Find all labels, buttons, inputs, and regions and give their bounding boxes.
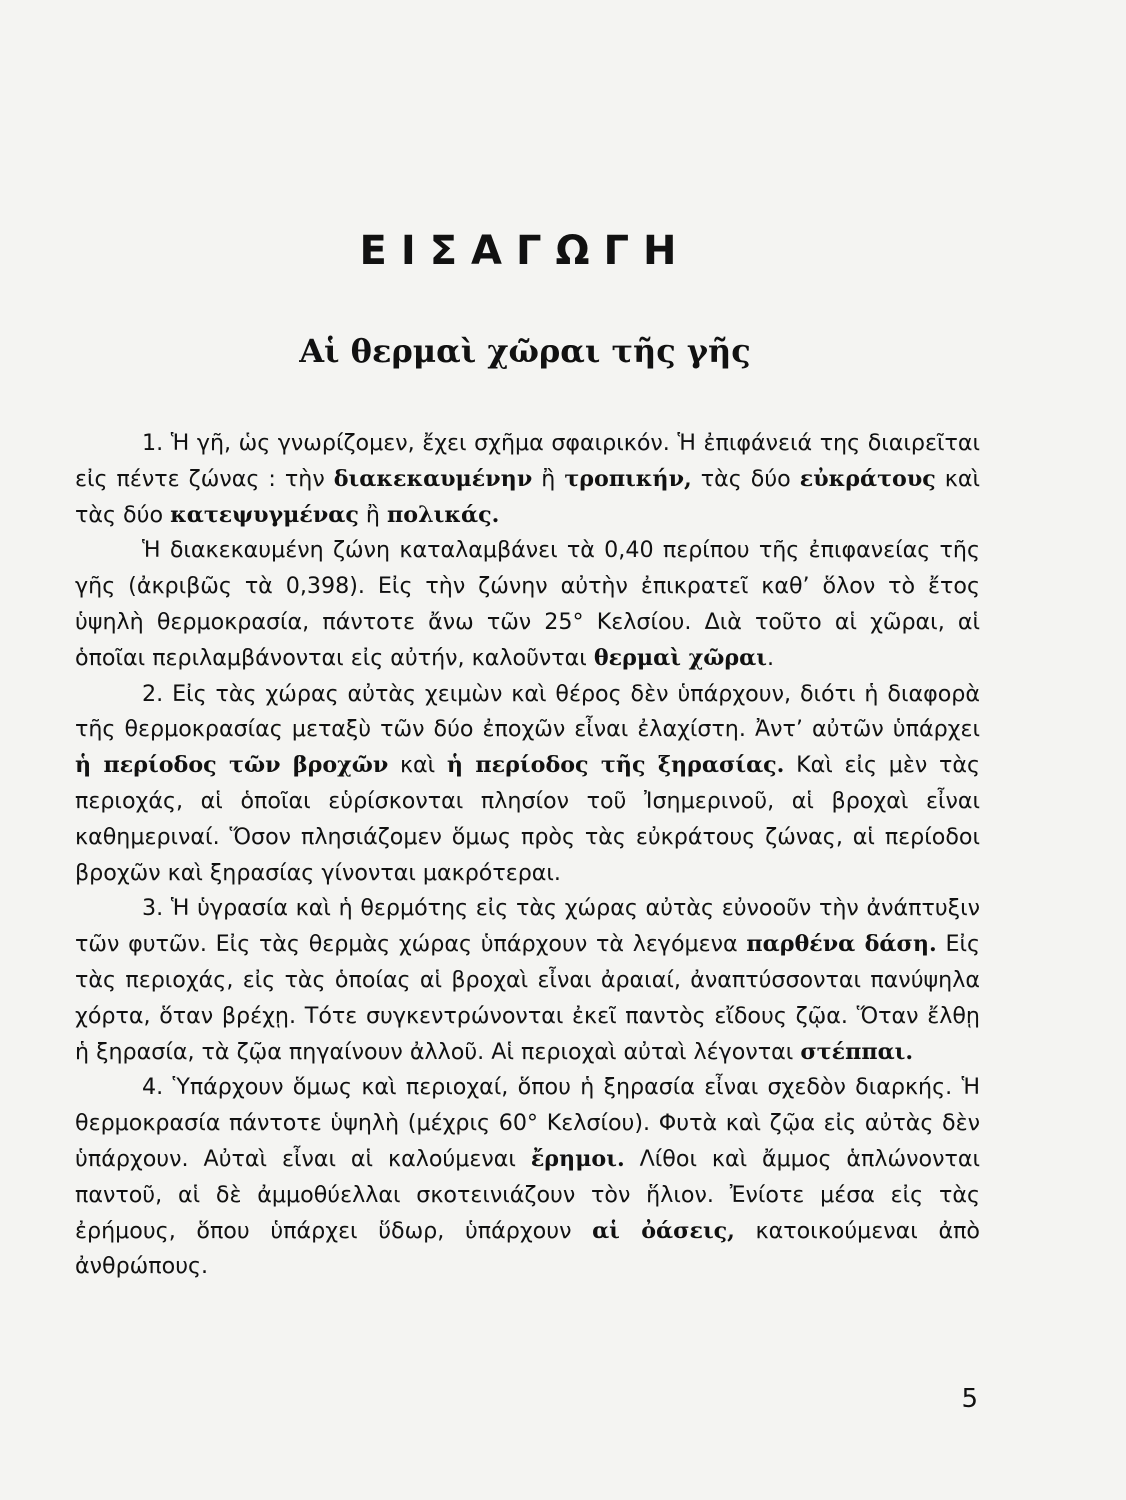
emphasis: αἱ ὀάσεις,: [592, 1217, 735, 1244]
section-title: Αἱ θερμαὶ χῶραι τῆς γῆς: [299, 332, 751, 370]
emphasis: παρθένα δάση.: [746, 931, 937, 958]
text-run: Εἰς τὰς περιοχάς, εἰς τὰς ὁποίας αἱ βροχαὶ εἶναι ἀραιαί, ἀναπτύσσονται πανύψηλα χόρτα, ὅταν βρέχῃ. Τότε συγκεντρώνονται ἐκεῖ παντὸς εἴδους ζῷα. Ὅταν ἔλθῃ ἡ ξηρασία, τὰ ζῷα πηγαίνουν ἀλλοῦ. Αἱ περιοχαὶ αὐταὶ λέγονται: [75, 931, 981, 1065]
emphasis: πολικάς.: [387, 501, 500, 528]
emphasis: εὐκράτους: [799, 465, 936, 492]
emphasis: τροπικήν,: [564, 465, 692, 492]
page-number: 5: [961, 1384, 978, 1414]
emphasis: ἡ περίοδος τῶν βροχῶν: [75, 752, 389, 779]
text-run: τὰς δύο: [691, 465, 800, 492]
chapter-heading: ΕΙΣΑΓΩΓΗ: [359, 228, 691, 274]
text-run: 3. Ἡ ὑγρασία καὶ ἡ θερμότης εἰς τὰς χώρας αὐτὰς εὐνοοῦν τὴν ἀνάπτυξιν τῶν φυτῶν. Εἰς τὰς θερμὰς χώρας ὑπάρχουν τὰ λεγόμενα: [75, 895, 980, 958]
paragraph-1: [75, 426, 980, 533]
text-run: καὶ τὰς δύο: [75, 465, 980, 528]
text-run: 2. Εἰς τὰς χώρας αὐτὰς χειμὼν καὶ θέρος δὲν ὑπάρχουν, διότι ἡ διαφορὰ τῆς θερμοκρασίας μεταξὺ τῶν δύο ἐποχῶν εἶναι ἐλαχίστη. Ἀντ’ αὐτῶν ὑπάρχει: [75, 680, 980, 743]
text-run: ἢ: [532, 465, 565, 492]
text-run: .: [766, 644, 775, 671]
text-run: ἢ: [358, 501, 388, 528]
text-run: καὶ: [388, 752, 447, 779]
text-run: κατοικούμεναι ἀπὸ ἀνθρώπους.: [75, 1217, 981, 1280]
emphasis: ἡ περίοδος τῆς ξηρασίας.: [446, 752, 785, 779]
paragraph-5: [75, 1070, 980, 1285]
emphasis: ἔρημοι.: [530, 1145, 625, 1172]
body-text: [75, 426, 980, 1285]
text-run: 4. Ὑπάρχουν ὅμως καὶ περιοχαί, ὅπου ἡ ξηρασία εἶναι σχεδὸν διαρκής. Ἡ θερμοκρασία πάντοτε ὑψηλὴ (μέχρις 60° Κελσίου). Φυτὰ καὶ ζῷα εἰς αὐτὰς δὲν ὑπάρχουν. Αὐταὶ εἶναι αἱ καλούμεναι: [75, 1074, 980, 1172]
text-run: Λίθοι καὶ ἄμμος ἁπλώνονται παντοῦ, αἱ δὲ ἀμμοθύελλαι σκοτεινιάζουν τὸν ἥλιον. Ἐνίοτε μέσα εἰς τὰς ἐρήμους, ὅπου ὑπάρχει ὕδωρ, ὑπάρχουν: [75, 1145, 980, 1244]
text-run: Καὶ εἰς μὲν τὰς περιοχάς, αἱ ὁποῖαι εὑρίσκονται πλησίον τοῦ Ἰσημερινοῦ, αἱ βροχαὶ εἶναι καθημεριναί. Ὅσον πλησιάζομεν ὅμως πρὸς τὰς εὐκράτους ζώνας, αἱ περίοδοι βροχῶν καὶ ξηρασίας γίνονται μακρότεραι.: [75, 752, 980, 886]
emphasis: θερμαὶ χῶραι: [593, 644, 767, 671]
paragraph-3: [75, 677, 980, 892]
paragraph-2: [75, 533, 980, 676]
text-run: 1. Ἡ γῆ, ὡς γνωρίζομεν, ἔχει σχῆμα σφαιρικόν. Ἡ ἐπιφάνειά της διαιρεῖται εἰς πέντε ζώνας : τὴν: [75, 430, 980, 492]
emphasis: κατεψυγμένας: [170, 501, 359, 528]
emphasis: στέππαι.: [800, 1038, 914, 1065]
paragraph-4: [75, 891, 980, 1070]
emphasis: διακεκαυμένην: [333, 465, 533, 492]
text-run: Ἡ διακεκαυμένη ζώνη καταλαμβάνει τὰ 0,40 περίπου τῆς ἐπιφανείας τῆς γῆς (ἀκριβῶς τὰ 0,398). Εἰς τὴν ζώνην αὐτὴν ἐπικρατεῖ καθ’ ὅλον τὸ ἔτος ὑψηλὴ θερμοκρασία, πάντοτε ἄνω τῶν 25° Κελσίου. Διὰ τοῦτο αἱ χῶραι, αἱ ὁποῖαι περιλαμβάνονται εἰς αὐτήν, καλοῦνται: [75, 537, 980, 671]
